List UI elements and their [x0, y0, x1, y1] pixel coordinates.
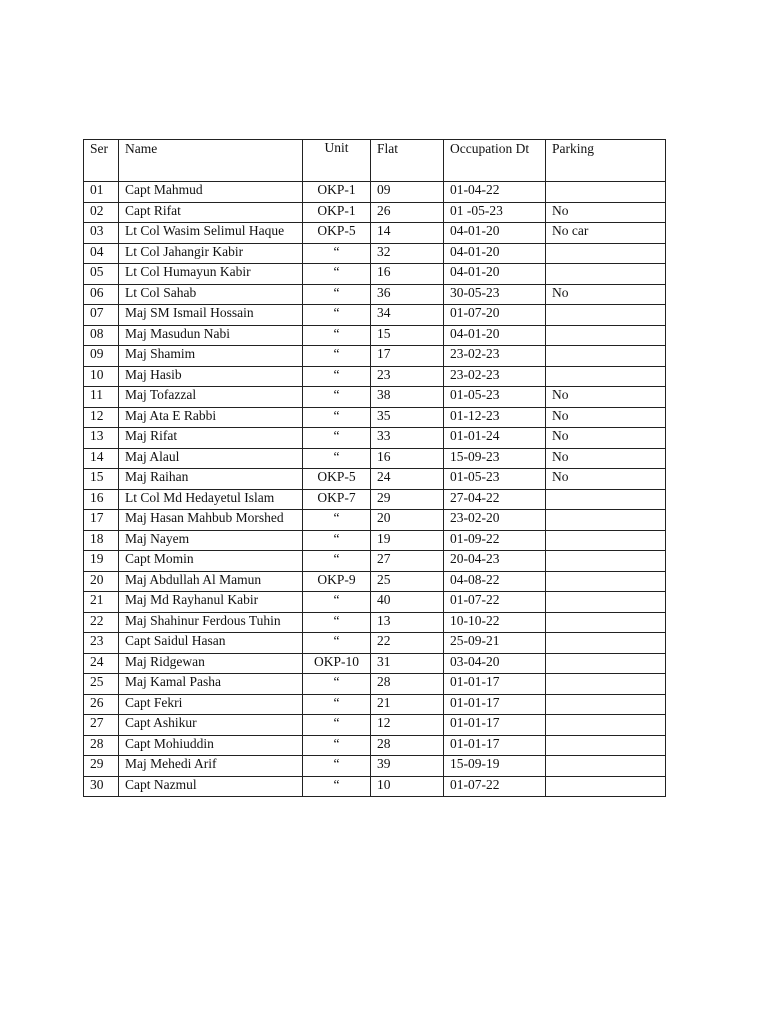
cell-flat: 19	[371, 530, 444, 551]
cell-parking	[546, 264, 666, 285]
cell-parking	[546, 243, 666, 264]
cell-parking	[546, 715, 666, 736]
cell-ser: 05	[84, 264, 119, 285]
cell-flat: 13	[371, 612, 444, 633]
table-row	[84, 674, 666, 695]
cell-ser: 26	[84, 694, 119, 715]
cell-flat: 26	[371, 202, 444, 223]
cell-parking	[546, 592, 666, 613]
cell-ser: 25	[84, 674, 119, 695]
cell-flat: 22	[371, 633, 444, 654]
cell-ser: 06	[84, 284, 119, 305]
cell-occupation-date: 25-09-21	[444, 633, 546, 654]
table-header	[84, 140, 666, 182]
cell-flat: 17	[371, 346, 444, 367]
cell-flat: 38	[371, 387, 444, 408]
cell-parking: No	[546, 284, 666, 305]
cell-occupation-date: 01-07-22	[444, 592, 546, 613]
table-row	[84, 407, 666, 428]
cell-ser: 20	[84, 571, 119, 592]
cell-unit: “	[303, 325, 371, 346]
cell-occupation-date: 15-09-19	[444, 756, 546, 777]
header-name: Name	[119, 140, 303, 182]
cell-parking: No	[546, 387, 666, 408]
cell-unit: OKP-10	[303, 653, 371, 674]
cell-unit: “	[303, 346, 371, 367]
cell-flat: 40	[371, 592, 444, 613]
table-row	[84, 530, 666, 551]
cell-name: Maj Ata E Rabbi	[119, 407, 303, 428]
cell-unit: “	[303, 407, 371, 428]
table-row	[84, 612, 666, 633]
cell-name: Maj Shahinur Ferdous Tuhin	[119, 612, 303, 633]
table-row	[84, 776, 666, 797]
cell-ser: 17	[84, 510, 119, 531]
cell-parking	[546, 182, 666, 203]
cell-flat: 16	[371, 264, 444, 285]
cell-ser: 01	[84, 182, 119, 203]
cell-flat: 28	[371, 674, 444, 695]
table-row	[84, 551, 666, 572]
table-row	[84, 264, 666, 285]
cell-name: Capt Mohiuddin	[119, 735, 303, 756]
cell-unit: “	[303, 530, 371, 551]
cell-occupation-date: 03-04-20	[444, 653, 546, 674]
cell-name: Lt Col Jahangir Kabir	[119, 243, 303, 264]
cell-unit: OKP-1	[303, 202, 371, 223]
cell-flat: 10	[371, 776, 444, 797]
cell-parking	[546, 305, 666, 326]
cell-occupation-date: 30-05-23	[444, 284, 546, 305]
cell-parking: No	[546, 428, 666, 449]
table-row	[84, 756, 666, 777]
cell-flat: 16	[371, 448, 444, 469]
cell-flat: 33	[371, 428, 444, 449]
cell-name: Lt Col Sahab	[119, 284, 303, 305]
cell-parking	[546, 756, 666, 777]
cell-name: Maj SM Ismail Hossain	[119, 305, 303, 326]
header-unit: Unit	[303, 140, 371, 182]
cell-ser: 03	[84, 223, 119, 244]
cell-ser: 19	[84, 551, 119, 572]
cell-flat: 31	[371, 653, 444, 674]
table-row	[84, 735, 666, 756]
cell-unit: “	[303, 243, 371, 264]
cell-parking	[546, 366, 666, 387]
cell-name: Maj Shamim	[119, 346, 303, 367]
cell-ser: 08	[84, 325, 119, 346]
cell-name: Capt Fekri	[119, 694, 303, 715]
cell-flat: 29	[371, 489, 444, 510]
table-row	[84, 448, 666, 469]
cell-ser: 24	[84, 653, 119, 674]
cell-occupation-date: 20-04-23	[444, 551, 546, 572]
cell-parking: No	[546, 469, 666, 490]
cell-name: Maj Hasib	[119, 366, 303, 387]
table-row	[84, 489, 666, 510]
cell-parking	[546, 653, 666, 674]
cell-name: Maj Tofazzal	[119, 387, 303, 408]
table-row	[84, 387, 666, 408]
cell-name: Maj Alaul	[119, 448, 303, 469]
occupancy-table	[83, 139, 666, 797]
cell-ser: 21	[84, 592, 119, 613]
cell-ser: 14	[84, 448, 119, 469]
cell-occupation-date: 01-01-24	[444, 428, 546, 449]
cell-name: Lt Col Md Hedayetul Islam	[119, 489, 303, 510]
table-row	[84, 469, 666, 490]
cell-unit: OKP-9	[303, 571, 371, 592]
cell-occupation-date: 01-04-22	[444, 182, 546, 203]
cell-unit: “	[303, 448, 371, 469]
cell-flat: 24	[371, 469, 444, 490]
cell-flat: 32	[371, 243, 444, 264]
cell-flat: 09	[371, 182, 444, 203]
cell-name: Maj Abdullah Al Mamun	[119, 571, 303, 592]
cell-occupation-date: 23-02-20	[444, 510, 546, 531]
cell-name: Maj Hasan Mahbub Morshed	[119, 510, 303, 531]
cell-occupation-date: 01-01-17	[444, 735, 546, 756]
cell-parking	[546, 776, 666, 797]
cell-ser: 27	[84, 715, 119, 736]
cell-parking: No	[546, 202, 666, 223]
cell-name: Capt Ashikur	[119, 715, 303, 736]
cell-occupation-date: 23-02-23	[444, 346, 546, 367]
cell-unit: “	[303, 264, 371, 285]
cell-ser: 29	[84, 756, 119, 777]
cell-parking: No car	[546, 223, 666, 244]
cell-occupation-date: 01-01-17	[444, 715, 546, 736]
cell-flat: 28	[371, 735, 444, 756]
cell-ser: 18	[84, 530, 119, 551]
cell-unit: “	[303, 633, 371, 654]
table-row	[84, 510, 666, 531]
cell-ser: 11	[84, 387, 119, 408]
cell-flat: 34	[371, 305, 444, 326]
cell-ser: 04	[84, 243, 119, 264]
cell-unit: “	[303, 694, 371, 715]
cell-occupation-date: 01-07-20	[444, 305, 546, 326]
table-row	[84, 366, 666, 387]
cell-parking: No	[546, 407, 666, 428]
cell-occupation-date: 04-01-20	[444, 325, 546, 346]
header-occupation-date: Occupation Dt	[444, 140, 546, 182]
cell-ser: 02	[84, 202, 119, 223]
cell-name: Maj Mehedi Arif	[119, 756, 303, 777]
cell-ser: 23	[84, 633, 119, 654]
cell-parking: No	[546, 448, 666, 469]
cell-flat: 36	[371, 284, 444, 305]
cell-unit: “	[303, 592, 371, 613]
cell-parking	[546, 694, 666, 715]
cell-occupation-date: 01-07-22	[444, 776, 546, 797]
cell-occupation-date: 01-12-23	[444, 407, 546, 428]
table-row	[84, 182, 666, 203]
cell-name: Maj Md Rayhanul Kabir	[119, 592, 303, 613]
table-row	[84, 694, 666, 715]
cell-unit: “	[303, 366, 371, 387]
cell-flat: 20	[371, 510, 444, 531]
cell-unit: “	[303, 305, 371, 326]
cell-unit: “	[303, 428, 371, 449]
cell-ser: 16	[84, 489, 119, 510]
cell-occupation-date: 01-09-22	[444, 530, 546, 551]
cell-ser: 13	[84, 428, 119, 449]
cell-name: Maj Rifat	[119, 428, 303, 449]
table-row	[84, 592, 666, 613]
cell-occupation-date: 01-05-23	[444, 469, 546, 490]
cell-unit: “	[303, 674, 371, 695]
cell-unit: “	[303, 551, 371, 572]
cell-unit: “	[303, 387, 371, 408]
cell-parking	[546, 612, 666, 633]
cell-ser: 12	[84, 407, 119, 428]
cell-parking	[546, 346, 666, 367]
cell-occupation-date: 23-02-23	[444, 366, 546, 387]
table-row	[84, 243, 666, 264]
table-row	[84, 305, 666, 326]
cell-flat: 25	[371, 571, 444, 592]
cell-name: Maj Kamal Pasha	[119, 674, 303, 695]
cell-flat: 39	[371, 756, 444, 777]
cell-occupation-date: 04-01-20	[444, 243, 546, 264]
cell-parking	[546, 325, 666, 346]
cell-unit: “	[303, 510, 371, 531]
table-body	[84, 182, 666, 797]
cell-ser: 09	[84, 346, 119, 367]
cell-unit: OKP-5	[303, 223, 371, 244]
header-flat: Flat	[371, 140, 444, 182]
cell-parking	[546, 551, 666, 572]
cell-unit: OKP-7	[303, 489, 371, 510]
cell-unit: OKP-1	[303, 182, 371, 203]
table-row	[84, 346, 666, 367]
cell-parking	[546, 489, 666, 510]
cell-occupation-date: 01 -05-23	[444, 202, 546, 223]
cell-flat: 21	[371, 694, 444, 715]
cell-name: Maj Nayem	[119, 530, 303, 551]
cell-flat: 35	[371, 407, 444, 428]
table-row	[84, 571, 666, 592]
cell-occupation-date: 10-10-22	[444, 612, 546, 633]
cell-ser: 10	[84, 366, 119, 387]
cell-unit: “	[303, 756, 371, 777]
cell-flat: 12	[371, 715, 444, 736]
table-row	[84, 325, 666, 346]
cell-parking	[546, 674, 666, 695]
cell-unit: “	[303, 735, 371, 756]
cell-name: Lt Col Humayun Kabir	[119, 264, 303, 285]
cell-unit: “	[303, 612, 371, 633]
cell-flat: 15	[371, 325, 444, 346]
table-row	[84, 715, 666, 736]
table-row	[84, 653, 666, 674]
cell-flat: 14	[371, 223, 444, 244]
cell-flat: 27	[371, 551, 444, 572]
cell-name: Capt Saidul Hasan	[119, 633, 303, 654]
header-ser: Ser	[84, 140, 119, 182]
table-row	[84, 284, 666, 305]
cell-ser: 28	[84, 735, 119, 756]
table-row	[84, 633, 666, 654]
cell-unit: “	[303, 715, 371, 736]
cell-name: Capt Nazmul	[119, 776, 303, 797]
cell-name: Lt Col Wasim Selimul Haque	[119, 223, 303, 244]
cell-unit: “	[303, 776, 371, 797]
cell-occupation-date: 01-01-17	[444, 694, 546, 715]
cell-name: Maj Ridgewan	[119, 653, 303, 674]
cell-occupation-date: 01-01-17	[444, 674, 546, 695]
cell-name: Maj Raihan	[119, 469, 303, 490]
document-page	[83, 139, 666, 797]
cell-ser: 22	[84, 612, 119, 633]
cell-name: Capt Rifat	[119, 202, 303, 223]
cell-occupation-date: 15-09-23	[444, 448, 546, 469]
header-row	[84, 140, 666, 182]
cell-name: Maj Masudun Nabi	[119, 325, 303, 346]
cell-ser: 30	[84, 776, 119, 797]
cell-occupation-date: 04-01-20	[444, 264, 546, 285]
cell-name: Capt Momin	[119, 551, 303, 572]
cell-parking	[546, 530, 666, 551]
cell-ser: 07	[84, 305, 119, 326]
cell-occupation-date: 04-01-20	[444, 223, 546, 244]
cell-flat: 23	[371, 366, 444, 387]
cell-unit: OKP-5	[303, 469, 371, 490]
cell-unit: “	[303, 284, 371, 305]
cell-parking	[546, 735, 666, 756]
table-row	[84, 428, 666, 449]
cell-parking	[546, 633, 666, 654]
cell-name: Capt Mahmud	[119, 182, 303, 203]
cell-occupation-date: 04-08-22	[444, 571, 546, 592]
table-row	[84, 223, 666, 244]
cell-ser: 15	[84, 469, 119, 490]
cell-occupation-date: 01-05-23	[444, 387, 546, 408]
table-row	[84, 202, 666, 223]
cell-parking	[546, 510, 666, 531]
cell-occupation-date: 27-04-22	[444, 489, 546, 510]
cell-parking	[546, 571, 666, 592]
header-parking: Parking	[546, 140, 666, 182]
